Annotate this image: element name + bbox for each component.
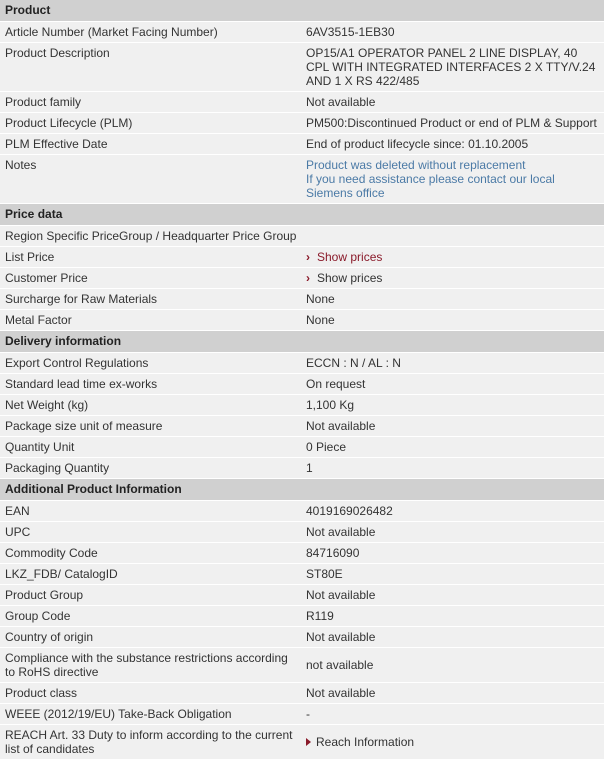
table-row [0,564,604,585]
table-row [0,683,604,704]
table-row [0,725,604,760]
row-value: R119 [301,606,604,627]
table-row [0,353,604,374]
row-label: Group Code [0,606,301,627]
row-label: Quantity Unit [0,437,301,458]
notes-deleted-link[interactable]: Product was deleted without replacement [306,158,526,172]
row-value: ST80E [301,564,604,585]
row-label: Package size unit of measure [0,416,301,437]
section-price [0,204,604,226]
row-label: Region Specific PriceGroup / Headquarter Price Group [0,226,604,247]
row-label: Compliance with the substance restrictions according to RoHS directive [0,648,301,683]
table-row [0,416,604,437]
product-description-value: OP15/A1 OPERATOR PANEL 2 LINE DISPLAY, 40 CPL WITH INTEGRATED INTERFACES 2 X TTY/V.24 AND 1 X RS 422/485 [301,43,604,92]
row-label: PLM Effective Date [0,134,301,155]
row-label: Commodity Code [0,543,301,564]
section-additional [0,479,604,501]
row-value: ECCN : N / AL : N [301,353,604,374]
row-label: LKZ_FDB/ CatalogID [0,564,301,585]
row-label: Export Control Regulations [0,353,301,374]
table-row [0,134,604,155]
table-row [0,395,604,416]
row-label: Country of origin [0,627,301,648]
row-value: None [301,289,604,310]
table-row [0,585,604,606]
row-value: 1 [301,458,604,479]
section-delivery [0,331,604,353]
row-label: Article Number (Market Facing Number) [0,22,301,43]
table-row [0,458,604,479]
table-row [0,113,604,134]
row-value: 0 Piece [301,437,604,458]
row-label: Net Weight (kg) [0,395,301,416]
section-header: Additional Product Information [0,479,604,501]
row-label: UPC [0,522,301,543]
row-label: WEEE (2012/19/EU) Take-Back Obligation [0,704,301,725]
table-row [0,155,604,204]
row-label: Packaging Quantity [0,458,301,479]
table-row [0,522,604,543]
row-value: Not available [301,92,604,113]
chevron-right-icon: › [306,250,310,264]
chevron-right-icon: › [306,271,310,285]
row-label: Notes [0,155,301,204]
customer-price-show-prices-link[interactable]: Show prices [317,271,383,285]
table-row [0,543,604,564]
notes-value [301,155,604,204]
row-label: REACH Art. 33 Duty to inform according to the current list of candidates [0,725,301,760]
table-row [0,247,604,268]
row-label: Surcharge for Raw Materials [0,289,301,310]
section-product [0,0,604,22]
row-value: not available [301,648,604,683]
table-row [0,268,604,289]
section-header: Product [0,0,604,22]
table-row [0,310,604,331]
reach-information-link[interactable]: Reach Information [316,735,415,749]
table-row [0,226,604,247]
section-header: Price data [0,204,604,226]
row-value: - [301,704,604,725]
table-row [0,43,604,92]
list-price-show-prices-link[interactable]: Show prices [317,250,383,264]
customer-price-value [301,268,604,289]
table-row [0,704,604,725]
table-row [0,648,604,683]
row-value: PM500:Discontinued Product or end of PLM & Support [301,113,604,134]
list-price-value [301,247,604,268]
triangle-right-icon [306,738,311,746]
row-value: 84716090 [301,543,604,564]
table-row [0,501,604,522]
row-label: Product Lifecycle (PLM) [0,113,301,134]
row-label: Product Description [0,43,301,92]
row-value: On request [301,374,604,395]
row-label: Product Group [0,585,301,606]
row-value: End of product lifecycle since: 01.10.2005 [301,134,604,155]
row-label: List Price [0,247,301,268]
table-row [0,627,604,648]
table-row [0,606,604,627]
table-row [0,437,604,458]
notes-contact-link[interactable]: If you need assistance please contact our local Siemens office [306,172,555,200]
row-value: Not available [301,416,604,437]
row-value: 1,100 Kg [301,395,604,416]
article-number-value: 6AV3515-1EB30 [301,22,604,43]
row-value: None [301,310,604,331]
row-label: Metal Factor [0,310,301,331]
row-label: EAN [0,501,301,522]
row-label: Standard lead time ex-works [0,374,301,395]
table-row [0,374,604,395]
table-row [0,92,604,113]
row-value: Not available [301,585,604,606]
reach-value [301,725,604,760]
row-label: Product family [0,92,301,113]
table-row [0,289,604,310]
row-value: 4019169026482 [301,501,604,522]
row-value: Not available [301,522,604,543]
row-label: Product class [0,683,301,704]
row-value: Not available [301,627,604,648]
row-label: Customer Price [0,268,301,289]
section-header: Delivery information [0,331,604,353]
row-value: Not available [301,683,604,704]
table-row [0,22,604,43]
